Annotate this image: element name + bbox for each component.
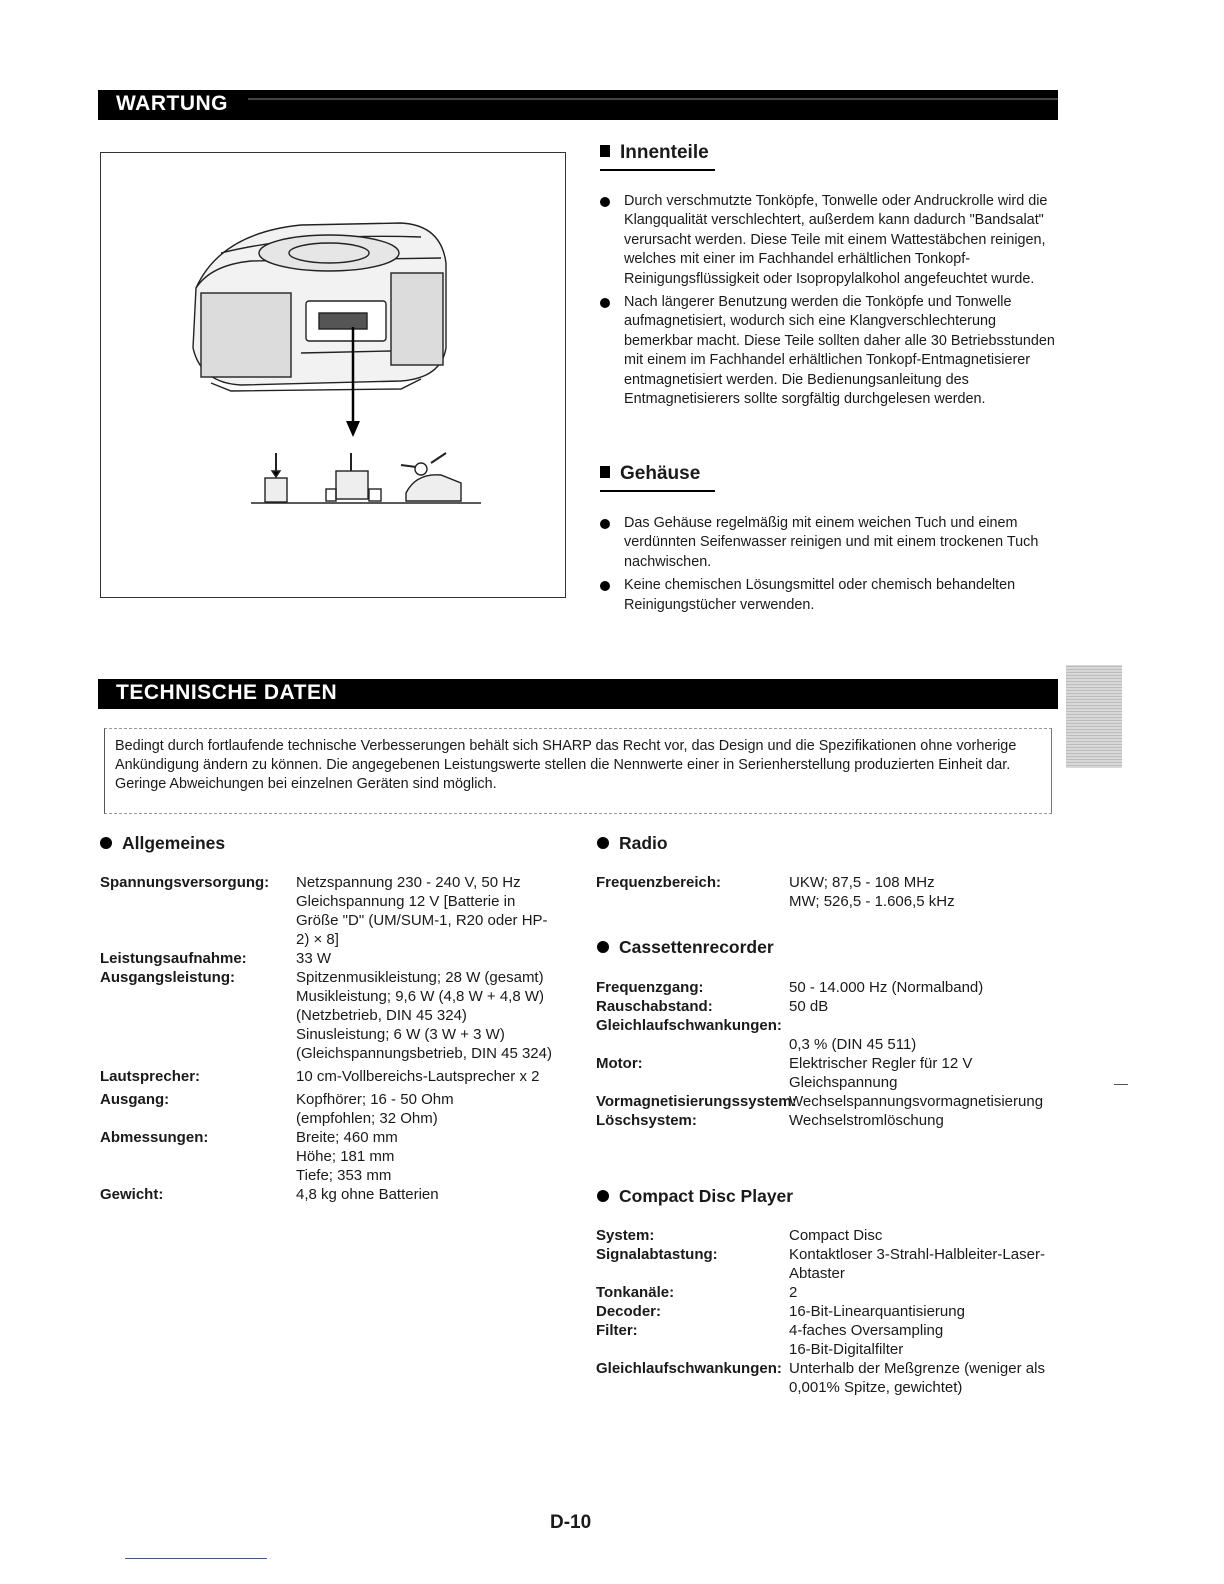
boombox-cleaning-drawing <box>101 153 565 597</box>
spec-value: Kopfhörer; 16 - 50 Ohm (empfohlen; 32 Ohm) <box>296 1091 454 1127</box>
spec-value: Wechselstromlöschung <box>789 1112 944 1129</box>
spec-value: 16-Bit-Linearquantisierung <box>789 1303 965 1320</box>
spec-row <box>100 949 556 968</box>
heading-allgemeines <box>100 833 225 854</box>
spec-value: Netzspannung 230 - 240 V, 50 Hz Gleichspannung 12 V [Batterie in Größe "D" (UM/SUM-1, R20 oder HP-2) × 8] <box>296 874 548 948</box>
heading-cd-text: Compact Disc Player <box>619 1186 794 1206</box>
spec-label: Rauschabstand: <box>596 998 713 1015</box>
spec-label: Löschsystem: <box>596 1112 697 1129</box>
spec-table-cassette <box>596 978 1059 1130</box>
spec-value: Spitzenmusikleistung; 28 W (gesamt) Musikleistung; 9,6 W (4,8 W + 4,8 W) (Netzbetrieb, DIN 45 324) Sinusleistung; 6 W (3 W + 3 W) (Gleichspannungsbetrieb, DIN 45 324) <box>296 969 552 1062</box>
spec-value: 4-faches Oversampling 16-Bit-Digitalfilter <box>789 1322 944 1358</box>
list-item: Keine chemischen Lösungsmittel oder chemisch behandelten Reinigungstücher verwenden. <box>598 576 1060 615</box>
spec-value: 0,3 % (DIN 45 511) <box>789 1036 917 1053</box>
spec-value: Compact Disc <box>789 1227 883 1244</box>
square-bullet-icon <box>600 466 610 478</box>
notice-box: Bedingt durch fortlaufende technische Verbesserungen behält sich SHARP das Recht vor, das Design und die Spezifikationen ohne vorherige Ankündigung ändern zu können. Die angegebenen Leistungswerte stellen die Nennwerte einer in Serienherstellung produzierten Einheit dar. Geringe Abweichungen bei einzelnen Geräten sind möglich. <box>104 728 1052 814</box>
spec-row <box>596 1092 1059 1111</box>
spec-label: Gleichlaufschwankungen: <box>596 1360 782 1377</box>
heading-radio <box>597 833 668 854</box>
spec-row <box>596 1245 1059 1283</box>
spec-label: Lautsprecher: <box>100 1068 201 1085</box>
spec-label: Leistungsaufnahme: <box>100 950 247 967</box>
spec-value: 50 dB <box>789 998 829 1015</box>
spec-row <box>596 1321 1059 1359</box>
innenteile-list <box>598 192 1060 413</box>
spec-value: 33 W <box>296 950 332 967</box>
footer-rule <box>125 1558 267 1559</box>
spec-row <box>100 1090 556 1128</box>
heading-gehaeuse-text: Gehäuse <box>620 463 701 484</box>
gehaeuse-list <box>598 514 1060 619</box>
list-item: Nach längerer Benutzung werden die Tonköpfe und Tonwelle aufmagnetisiert, wodurch sich eine Klangverschlechterung bemerkbar macht. Diese Teile sollten daher alle 30 Betriebsstunden mit einem im Fachhandel erhältlichen Tonkopf-Entmagnetisierer entmagnetisiert werden. Die Bedienungsanleitung des Entmagnetisierers sollte sorgfältig durchgelesen werden. <box>598 293 1060 409</box>
section-title-technische-daten: TECHNISCHE DATEN <box>116 681 338 704</box>
spec-row <box>596 1054 1059 1092</box>
spec-label: Frequenzgang: <box>596 979 704 996</box>
spec-row <box>596 1359 1059 1397</box>
list-item: Das Gehäuse regelmäßig mit einem weichen Tuch und einem verdünnten Seifenwasser reinigen und mit einem trockenen Tuch nachwischen. <box>598 514 1060 572</box>
spec-value: Wechselspannungsvormagnetisierung <box>789 1093 1044 1110</box>
spec-value: 2 <box>789 1284 798 1301</box>
heading-cd-player <box>597 1186 793 1207</box>
bullet-icon <box>100 837 112 849</box>
spec-table-allgemeines <box>100 873 556 1204</box>
spec-row <box>596 978 1059 997</box>
maintenance-illustration <box>100 152 566 598</box>
bullet-icon <box>597 837 609 849</box>
spec-label: Frequenzbereich: <box>596 874 722 891</box>
square-bullet-icon <box>600 145 610 157</box>
spec-value: Breite; 460 mm Höhe; 181 mm Tiefe; 353 mm <box>296 1129 398 1184</box>
spec-table-radio <box>596 873 1059 911</box>
heading-innenteile <box>600 142 709 164</box>
spec-label: Ausgang: <box>100 1091 170 1108</box>
spec-row <box>596 997 1059 1016</box>
spec-label: Abmessungen: <box>100 1129 209 1146</box>
spec-row <box>100 873 556 949</box>
spec-table-cd <box>596 1226 1059 1397</box>
margin-mark <box>1114 1084 1128 1085</box>
section-title-wartung: WARTUNG <box>116 92 228 115</box>
spec-label: Filter: <box>596 1322 638 1339</box>
spec-label: System: <box>596 1227 655 1244</box>
spec-row <box>100 1185 556 1204</box>
spec-row <box>100 968 556 1063</box>
spec-label: Ausgangsleistung: <box>100 969 236 986</box>
spec-value: Elektrischer Regler für 12 V Gleichspannung <box>789 1055 973 1091</box>
heading-innenteile-text: Innenteile <box>620 142 709 163</box>
bullet-icon <box>597 941 609 953</box>
spec-value: 50 - 14.000 Hz (Normalband) <box>789 979 984 996</box>
spec-value: Kontaktloser 3-Strahl-Halbleiter-Laser-Abtaster <box>789 1246 1045 1282</box>
spec-row <box>100 1128 556 1185</box>
spec-value: 4,8 kg ohne Batterien <box>296 1186 439 1203</box>
spec-label: Gleichlaufschwankungen: <box>596 1017 782 1034</box>
page-edge-marker <box>1066 665 1122 768</box>
spec-label: Vormagnetisierungssystem: <box>596 1093 797 1110</box>
heading-cassettenrecorder <box>597 937 774 958</box>
spec-row <box>596 873 1059 911</box>
spec-row <box>596 1111 1059 1130</box>
spec-label: Signalabtastung: <box>596 1246 718 1263</box>
spec-row <box>596 1016 1059 1054</box>
spec-label: Spannungsversorgung: <box>100 874 270 891</box>
spec-row <box>596 1302 1059 1321</box>
spec-row <box>100 1067 556 1086</box>
list-item: Durch verschmutzte Tonköpfe, Tonwelle oder Andruckrolle wird die Klangqualität verschlechtert, außerdem kann dadurch "Bandsalat" verursacht werden. Diese Teile mit einem Wattestäbchen reinigen, welches mit einer im Fachhandel erhältlichen Tonkopf-Reinigungsflüssigkeit oder Isopropylalkohol angefeuchtet wurde. <box>598 192 1060 289</box>
heading-allgemeines-text: Allgemeines <box>122 833 226 853</box>
section-bar-technische-daten <box>98 679 1058 709</box>
page-number: D-10 <box>550 1512 592 1533</box>
section-bar-wartung <box>98 90 1058 120</box>
spec-row <box>596 1283 1059 1302</box>
spec-label: Motor: <box>596 1055 643 1072</box>
spec-label: Tonkanäle: <box>596 1284 675 1301</box>
spec-value: 10 cm-Vollbereichs-Lautsprecher x 2 <box>296 1068 540 1085</box>
spec-label: Gewicht: <box>100 1186 164 1203</box>
spec-row <box>596 1226 1059 1245</box>
heading-radio-text: Radio <box>619 833 668 853</box>
spec-label: Decoder: <box>596 1303 662 1320</box>
spec-value: UKW; 87,5 - 108 MHz MW; 526,5 - 1.606,5 kHz <box>789 874 955 910</box>
spec-value: Unterhalb der Meßgrenze (weniger als 0,001% Spitze, gewichtet) <box>789 1360 1045 1396</box>
heading-cassette-text: Cassettenrecorder <box>619 937 774 957</box>
heading-gehaeuse <box>600 463 700 485</box>
bullet-icon <box>597 1190 609 1202</box>
